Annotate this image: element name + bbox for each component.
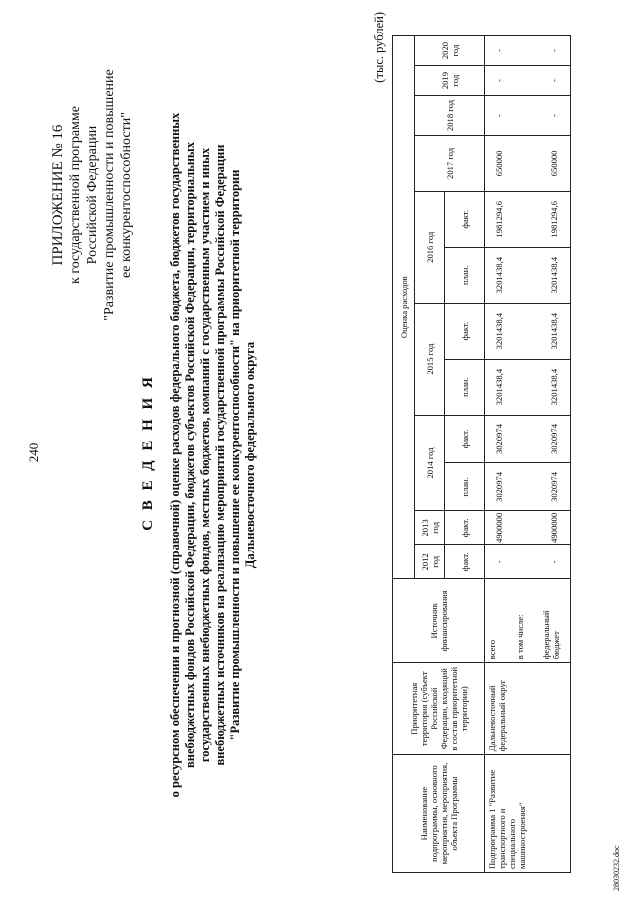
heading-line: внебюджетных источников на реализацию мероприятий государственной программы Российской Федерации — [213, 144, 227, 766]
heading-block — [168, 15, 258, 895]
header-year-2019: 2019 год — [415, 66, 485, 96]
header-sub-plan: план. — [445, 247, 485, 303]
header-year-2018: 2018 год — [415, 96, 485, 136]
header-sub-fact: факт. — [445, 545, 485, 579]
appendix-line: ее конкурентоспособности" — [119, 112, 134, 278]
header-year-2015: 2015 год — [415, 303, 445, 415]
header-sub-plan: план. — [445, 463, 485, 511]
page-number: 240 — [26, 442, 41, 463]
header-year-2017: 2017 год — [415, 135, 485, 191]
value-cell-2020: - - — [485, 36, 571, 66]
appendix-line: к государственной программе — [68, 106, 83, 284]
units-label: (тыс. рублей) — [372, 12, 386, 83]
heading-line: "Развитие промышленности и повышение ее конкурентоспособности" на приоритетной территории — [228, 169, 242, 741]
source-line: всего — [487, 639, 497, 660]
appendix-line: "Развитие промышленности и повышение — [102, 69, 117, 321]
header-estimate: Оценка расходов — [393, 36, 415, 579]
value-cell-2016-fact: 1981294,6 1981294,6 — [485, 191, 571, 247]
document-file-code: 28030232.doc — [612, 845, 621, 891]
value-cell-2013: 4900000 4900000 — [485, 511, 571, 545]
row-source-cell — [485, 579, 571, 663]
header-year-2012: 2012 год — [415, 545, 445, 579]
row-name: Подпрограмма 1 "Развитие транспортного и специального машиностроения" — [485, 755, 571, 873]
appendix-line: Российской Федерации — [85, 125, 100, 265]
value-cell-2014-fact: 3020974 3020974 — [485, 415, 571, 463]
header-year-2014: 2014 год — [415, 415, 445, 511]
value-cell-2018: - - — [485, 96, 571, 136]
heading-line: государственных внебюджетных фондов, местных бюджетов, компаний с государственным участием и иных — [198, 147, 212, 763]
header-year-2020: 2020 год — [415, 36, 485, 66]
value-cell-2019: - - — [485, 66, 571, 96]
expenses-table — [392, 35, 571, 873]
header-name: Наименование подпрограммы, основного мероприятия, мероприятия, объекта Программы — [393, 755, 485, 873]
heading-line: внебюджетных фондов Российской Федерации, бюджетов субъектов Российской Федерации, территориальных — [183, 142, 197, 768]
header-sub-fact: факт. — [445, 191, 485, 247]
header-sub-fact: факт. — [445, 303, 485, 359]
value-cell-2016-plan: 3201438,4 3201438,4 — [485, 247, 571, 303]
document-title: С В Е Д Е Н И Я — [140, 374, 156, 531]
header-territory: Приоритетная территория (субъект Российской Федерации, входящий в состав приоритетной территории) — [393, 663, 485, 755]
header-source: Источник финансирования — [393, 579, 485, 663]
header-year-2013: 2013 год — [415, 511, 445, 545]
appendix-block — [50, 5, 135, 385]
source-line: в том числе: — [515, 614, 525, 660]
header-sub-fact: факт. — [445, 415, 485, 463]
value-cell-2017: 650000 650000 — [485, 135, 571, 191]
heading-line: Дальневосточного федерального округа — [243, 341, 257, 569]
heading-line: о ресурсном обеспечении и прогнозной (справочной) оценке расходов федерального бюджета, бюджетов государственных — [168, 112, 182, 798]
source-line: федеральный бюджет — [541, 610, 561, 660]
header-year-2016: 2016 год — [415, 191, 445, 303]
header-sub-fact: факт. — [445, 511, 485, 545]
appendix-title: ПРИЛОЖЕНИЕ № 16 — [50, 124, 66, 266]
value-cell-2014-plan: 3020974 3020974 — [485, 463, 571, 511]
header-sub-plan: план. — [445, 359, 485, 415]
value-cell-2012: - - — [485, 545, 571, 579]
value-cell-2015-fact: 3201438,4 3201438,4 — [485, 303, 571, 359]
value-cell-2015-plan: 3201438,4 3201438,4 — [485, 359, 571, 415]
row-territory: Дальневосточный федеральный округ — [485, 663, 571, 755]
